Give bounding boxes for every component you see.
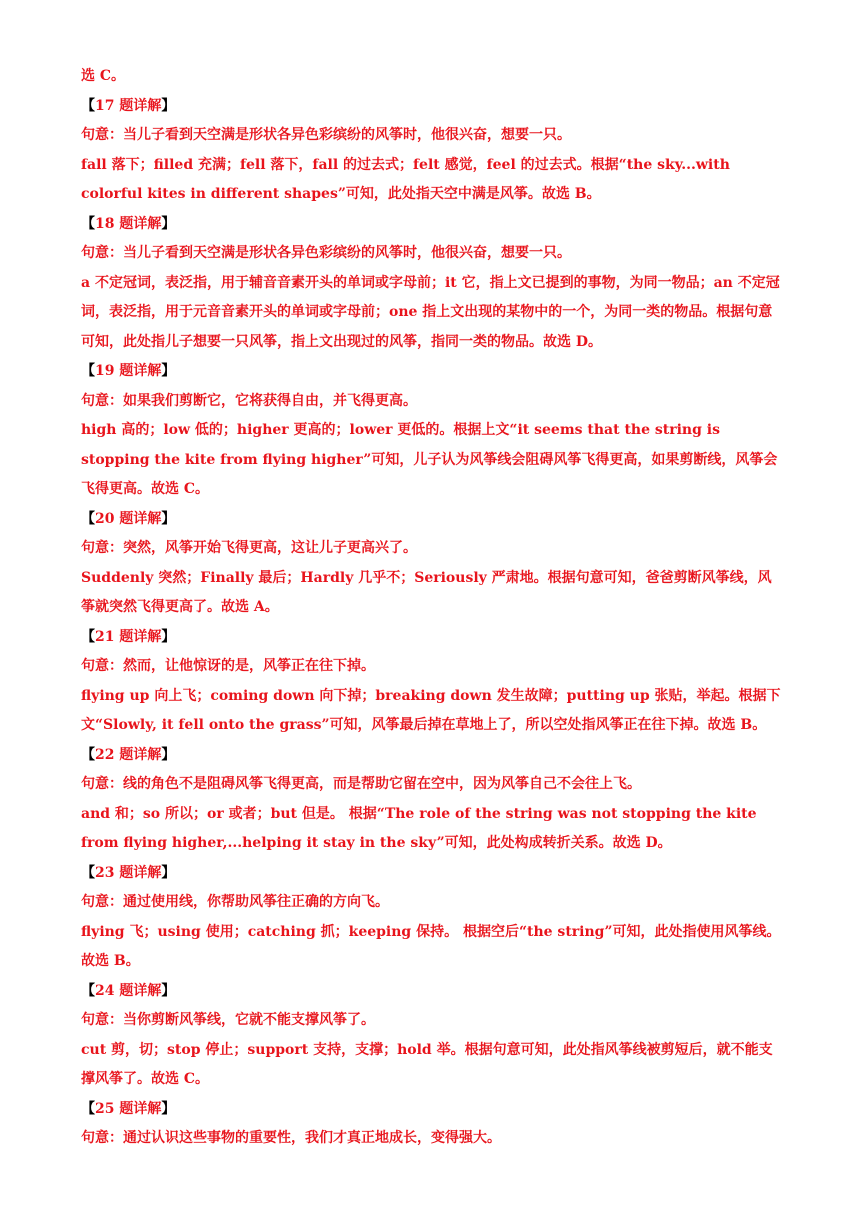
question-heading [81,357,781,387]
question-heading [81,1095,781,1125]
question-heading [81,505,781,535]
heading-close-bracket: 】 [161,864,176,881]
sentence-meaning: 句意：通过使用线，你帮助风筝往正确的方向飞。 [81,894,389,910]
heading-label: 23 题详解 [95,864,162,881]
question-heading [81,623,781,653]
heading-label: 21 题详解 [95,628,162,645]
sentence-meaning: 句意：然而，让他惊讶的是，风筝正在往下掉。 [81,658,375,674]
heading-label: 18 题详解 [95,215,162,232]
heading-close-bracket: 】 [161,97,176,114]
heading-open-bracket: 【 [81,363,95,379]
sentence-meaning: 句意：当儿子看到天空满是形状各异色彩缤纷的风筝时，他很兴奋，想要一只。 [81,127,571,143]
sentence-meaning: 句意：当儿子看到天空满是形状各异色彩缤纷的风筝时，他很兴奋，想要一只。 [81,245,571,261]
heading-close-bracket: 】 [161,746,176,763]
explanation-paragraph: cut 剪，切；stop 停止；support 支持，支撑；hold 举。根据句意可知，此处指风筝线被剪短后，就不能支撑风筝了。故选 C。 [81,1041,773,1087]
sentence-meaning: 句意：如果我们剪断它，它将获得自由，并飞得更高。 [81,392,417,409]
heading-open-bracket: 【 [81,97,95,114]
heading-label: 24 题详解 [95,982,162,999]
sentence-meaning: 句意：线的角色不是阻碍风筝飞得更高，而是帮助它留在空中，因为风筝自己不会往上飞。 [81,776,641,792]
heading-label: 19 题详解 [95,363,162,379]
heading-open-bracket: 【 [81,746,95,763]
heading-open-bracket: 【 [81,1100,95,1117]
sentence-meaning: 句意：突然，风筝开始飞得更高，这让儿子更高兴了。 [81,540,417,556]
question-heading [81,741,781,771]
heading-open-bracket: 【 [81,215,95,232]
question-heading [81,977,781,1007]
sentence-meaning: 句意：当你剪断风筝线，它就不能支撑风筝了。 [81,1012,375,1028]
heading-open-bracket: 【 [81,982,95,999]
explanation-paragraph: and 和；so 所以；or 或者；but 但是。 根据“The role of the string was not stopping the kite from flying higher,...helping it stay in the sky”可知，此处构成转折关系。故选 D。 [81,805,757,851]
explanation-paragraph: flying up 向上飞；coming down 向下掉；breaking down 发生故障；putting up 张贴，举起。根据下文“Slowly, it fell onto the grass”可知，风筝最后掉在草地上了，所以空处指风筝正在往下掉。故选 B。 [81,687,781,733]
question-heading [81,859,781,889]
heading-close-bracket: 】 [161,510,176,527]
answer-line: 选 C。 [81,68,126,84]
answer-explanations [81,62,781,1154]
explanation-paragraph: Suddenly 突然；Finally 最后；Hardly 几乎不；Seriously 严肃地。根据句意可知，爸爸剪断风筝线，风筝就突然飞得更高了。故选 A。 [81,569,772,615]
heading-open-bracket: 【 [81,628,95,645]
heading-label: 25 题详解 [95,1100,162,1117]
heading-label: 20 题详解 [95,510,162,527]
heading-open-bracket: 【 [81,510,95,527]
sentence-meaning: 句意：通过认识这些事物的重要性，我们才真正地成长，变得强大。 [81,1130,501,1146]
explanation-paragraph: flying 飞；using 使用；catching 抓；keeping 保持。 根据空后“the string”可知，此处指使用风筝线。故选 B。 [81,923,781,969]
explanation-paragraph: high 高的；low 低的；higher 更高的；lower 更低的。根据上文“it seems that the string is stopping the kite from flying higher”可知，儿子认为风筝线会阻碍风筝飞得更高，如果剪断线，风筝会飞得更高。故选 C。 [81,422,778,497]
heading-close-bracket: 】 [161,215,176,232]
heading-close-bracket: 】 [161,982,176,999]
heading-close-bracket: 】 [161,1100,176,1117]
heading-close-bracket: 】 [161,628,176,645]
question-heading [81,92,781,122]
explanation-paragraph: fall 落下；filled 充满；fell 落下，fall 的过去式；felt 感觉，feel 的过去式。根据“the sky...with colorful kites in different shapes”可知，此处指天空中满是风筝。故选 B。 [81,156,730,202]
heading-open-bracket: 【 [81,864,95,881]
explanation-paragraph: a 不定冠词，表泛指，用于辅音音素开头的单词或字母前；it 它，指上文已提到的事物，为同一物品；an 不定冠词，表泛指，用于元音音素开头的单词或字母前；one 指上文出现的某物中的一个，为同一类的物品。根据句意可知，此处指儿子想要一只风筝，指上文出现过的风筝，指同一类的物品。故选 D。 [81,274,780,350]
heading-close-bracket: 】 [161,363,176,379]
heading-label: 17 题详解 [95,97,162,114]
heading-label: 22 题详解 [95,746,162,763]
question-heading [81,210,781,240]
